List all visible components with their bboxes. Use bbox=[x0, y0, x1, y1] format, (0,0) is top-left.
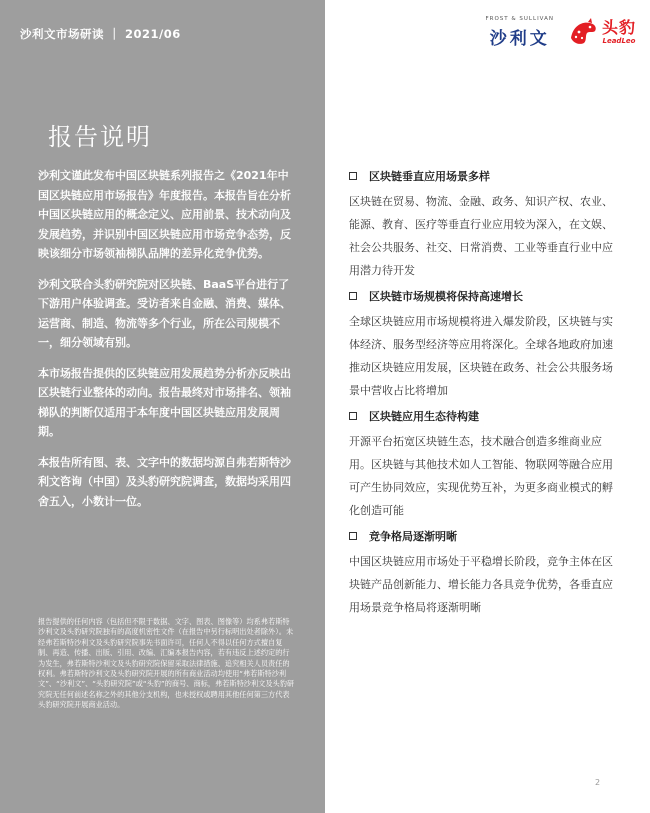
intro-paragraph: 沙利文谨此发布中国区块链系列报告之《2021年中国区块链应用市场报告》年度报告。本报告旨在分析中国区块链应用的概念定义、应用前景、技术动向及发展趋势，并识别中国区块链应用市场竞争态势，反映该细分市场领袖梯队品牌的差异化竞争优势。 bbox=[38, 169, 291, 260]
section-body: 全球区块链应用市场规模将进入爆发阶段，区块链与实体经济、服务型经济等应用将深化。全球各地政府加速推动区块链应用发展，区块链在政务、社会公共服务场景中营收占比将增加 bbox=[349, 315, 613, 397]
finding-section bbox=[349, 288, 619, 402]
page-number: 2 bbox=[595, 778, 601, 787]
section-body: 开源平台拓宽区块链生态，技术融合创造多维商业应用。区块链与其他技术如人工智能、物联网等融合应用可产生协同效应，实现优势互补，为更多商业模式的孵化创造可能 bbox=[349, 435, 613, 517]
finding-section bbox=[349, 408, 619, 522]
leadleo-logo-cn: 头豹 bbox=[601, 18, 636, 37]
intro-paragraph: 沙利文联合头豹研究院对区块链、BaaS平台进行了下游用户体验调查。受访者来自金融、消费、媒体、运营商、制造、物流等多个行业，所在公司规模不一，细分领域有别。 bbox=[38, 277, 291, 349]
intro-section bbox=[38, 166, 296, 522]
section-body: 区块链在贸易、物流、金融、政务、知识产权、农业、能源、教育、医疗等垂直行业应用较为深入，在文娱、社会公共服务、社交、日常消费、工业等垂直行业中应用潜力待开发 bbox=[349, 195, 613, 277]
finding-section bbox=[349, 168, 619, 282]
frost-sullivan-logo-main: 沙利文 bbox=[489, 28, 550, 49]
section-body: 中国区块链应用市场处于平稳增长阶段，竞争主体在区块链产品创新能力、增长能力各具竞争优势，各垂直应用场景竞争格局将逐渐明晰 bbox=[349, 555, 613, 614]
section-title: 区块链市场规模将保持高速增长 bbox=[369, 290, 523, 303]
frost-sullivan-logo-sub: FROST & SULLIVAN bbox=[485, 15, 554, 22]
square-bullet-icon bbox=[349, 292, 357, 300]
frost-sullivan-logo bbox=[485, 16, 554, 49]
finding-section bbox=[349, 528, 619, 619]
section-title: 区块链垂直应用场景多样 bbox=[369, 170, 490, 183]
section-title: 竞争格局逐渐明晰 bbox=[369, 530, 457, 543]
disclaimer-text: 报告提供的任何内容（包括但不限于数据、文字、图表、图像等）均系弗若斯特沙利文及头豹研究院独有的高度机密性文件（在报告中另行标明出处者除外）。未经弗若斯特沙利文及头豹研究院事先书面许可，任何人不得以任何方式擅自复制、再造、传播、出版、引用、改编、汇编本报告内容，若有违反上述约定的行为发生，弗若斯特沙利文及头豹研究院保留采取法律措施、追究相关人员责任的权利。弗若斯特沙利文及头豹研究院开展的所有商业活动均使用“弗若斯特沙利文”、“沙利文”、“头豹研究院”或“头豹”的商号、商标，弗若斯特沙利文及头豹研究院无任何前述名称之外的其他分支机构，也未授权或聘用其他任何第三方代表头豹研究院开展商业活动。 bbox=[38, 617, 295, 710]
page-title: 报告说明 bbox=[48, 123, 152, 151]
intro-paragraph: 本市场报告提供的区块链应用发展趋势分析亦反映出区块链行业整体的动向。报告最终对市场排名、领袖梯队的判断仅适用于本年度中国区块链应用发展周期。 bbox=[38, 366, 291, 438]
findings-column bbox=[349, 168, 619, 625]
square-bullet-icon bbox=[349, 532, 357, 540]
square-bullet-icon bbox=[349, 172, 357, 180]
leadleo-logo bbox=[568, 18, 636, 46]
header-text: 沙利文市场研读 ｜ 2021/06 bbox=[20, 27, 181, 41]
square-bullet-icon bbox=[349, 412, 357, 420]
leopard-icon bbox=[568, 18, 598, 46]
leadleo-logo-en: LeadLeo bbox=[602, 37, 636, 45]
intro-paragraph: 本报告所有图、表、文字中的数据均源自弗若斯特沙利文咨询（中国）及头豹研究院调查，数据均采用四舍五入，小数计一位。 bbox=[38, 455, 291, 508]
section-title: 区块链应用生态待构建 bbox=[369, 410, 479, 423]
logo-bar bbox=[485, 12, 636, 52]
